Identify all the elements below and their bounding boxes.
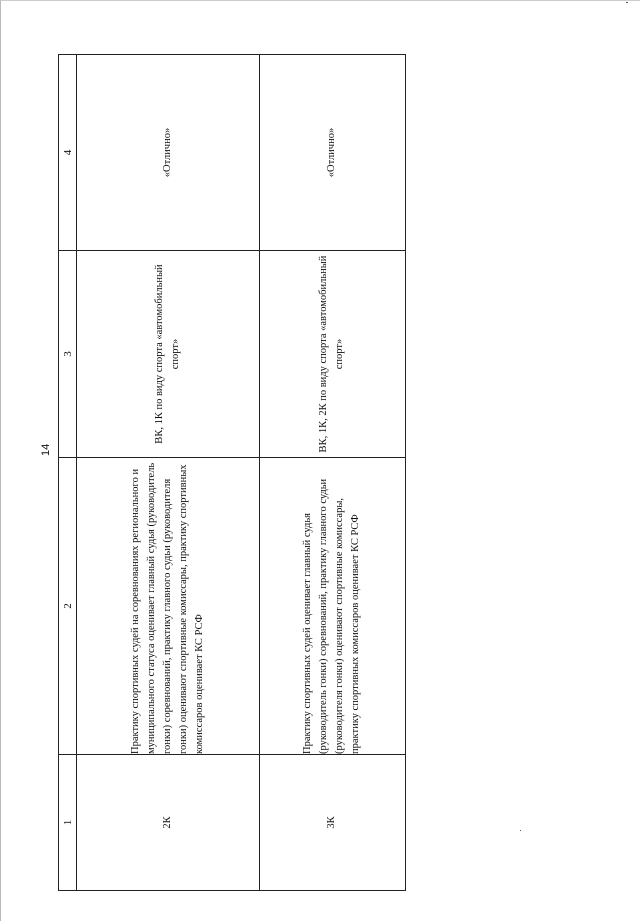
- document-table-frame: [58, 55, 406, 891]
- column-header-3: 3: [59, 251, 77, 458]
- grade-cell: «Отлично»: [259, 55, 405, 251]
- category-cell: 2К: [77, 755, 260, 891]
- table-row: [259, 55, 405, 891]
- column-header-2: 2: [59, 458, 77, 755]
- grade-cell: «Отлично»: [77, 55, 260, 251]
- practice-cell: Практику спортивных судей оценивает главный судья (руководитель гонки) соревнований, практику главного судьи (руководителя гонки) оценивают спортивные комиссары, практику спортивных комиссаров оценивает КС РСФ: [259, 458, 405, 755]
- qualification-table: [58, 54, 406, 891]
- category-cell: 3К: [259, 755, 405, 891]
- sport-categories-cell: ВК, 1К, 2К по виду спорта «автомобильный спорт»: [259, 251, 405, 458]
- table-row: [77, 55, 260, 891]
- practice-cell: Практику спортивных судей на соревнованиях регионального и муниципального статуса оценивает главный судья (руководитель гонки) соревнований, практику главного судьи (руководителя гонки) оценивают спортивные комиссары, практику спортивных комиссаров оценивает КС РСФ: [77, 458, 260, 755]
- header-row: [59, 55, 77, 891]
- column-header-1: 1: [59, 755, 77, 891]
- scan-speck: [626, 2, 628, 3]
- page-number: 14: [40, 443, 52, 456]
- sport-categories-cell: ВК, 1К по виду спорта «автомобильный спорт»: [77, 251, 260, 458]
- scan-speck: [520, 830, 521, 831]
- column-header-4: 4: [59, 55, 77, 251]
